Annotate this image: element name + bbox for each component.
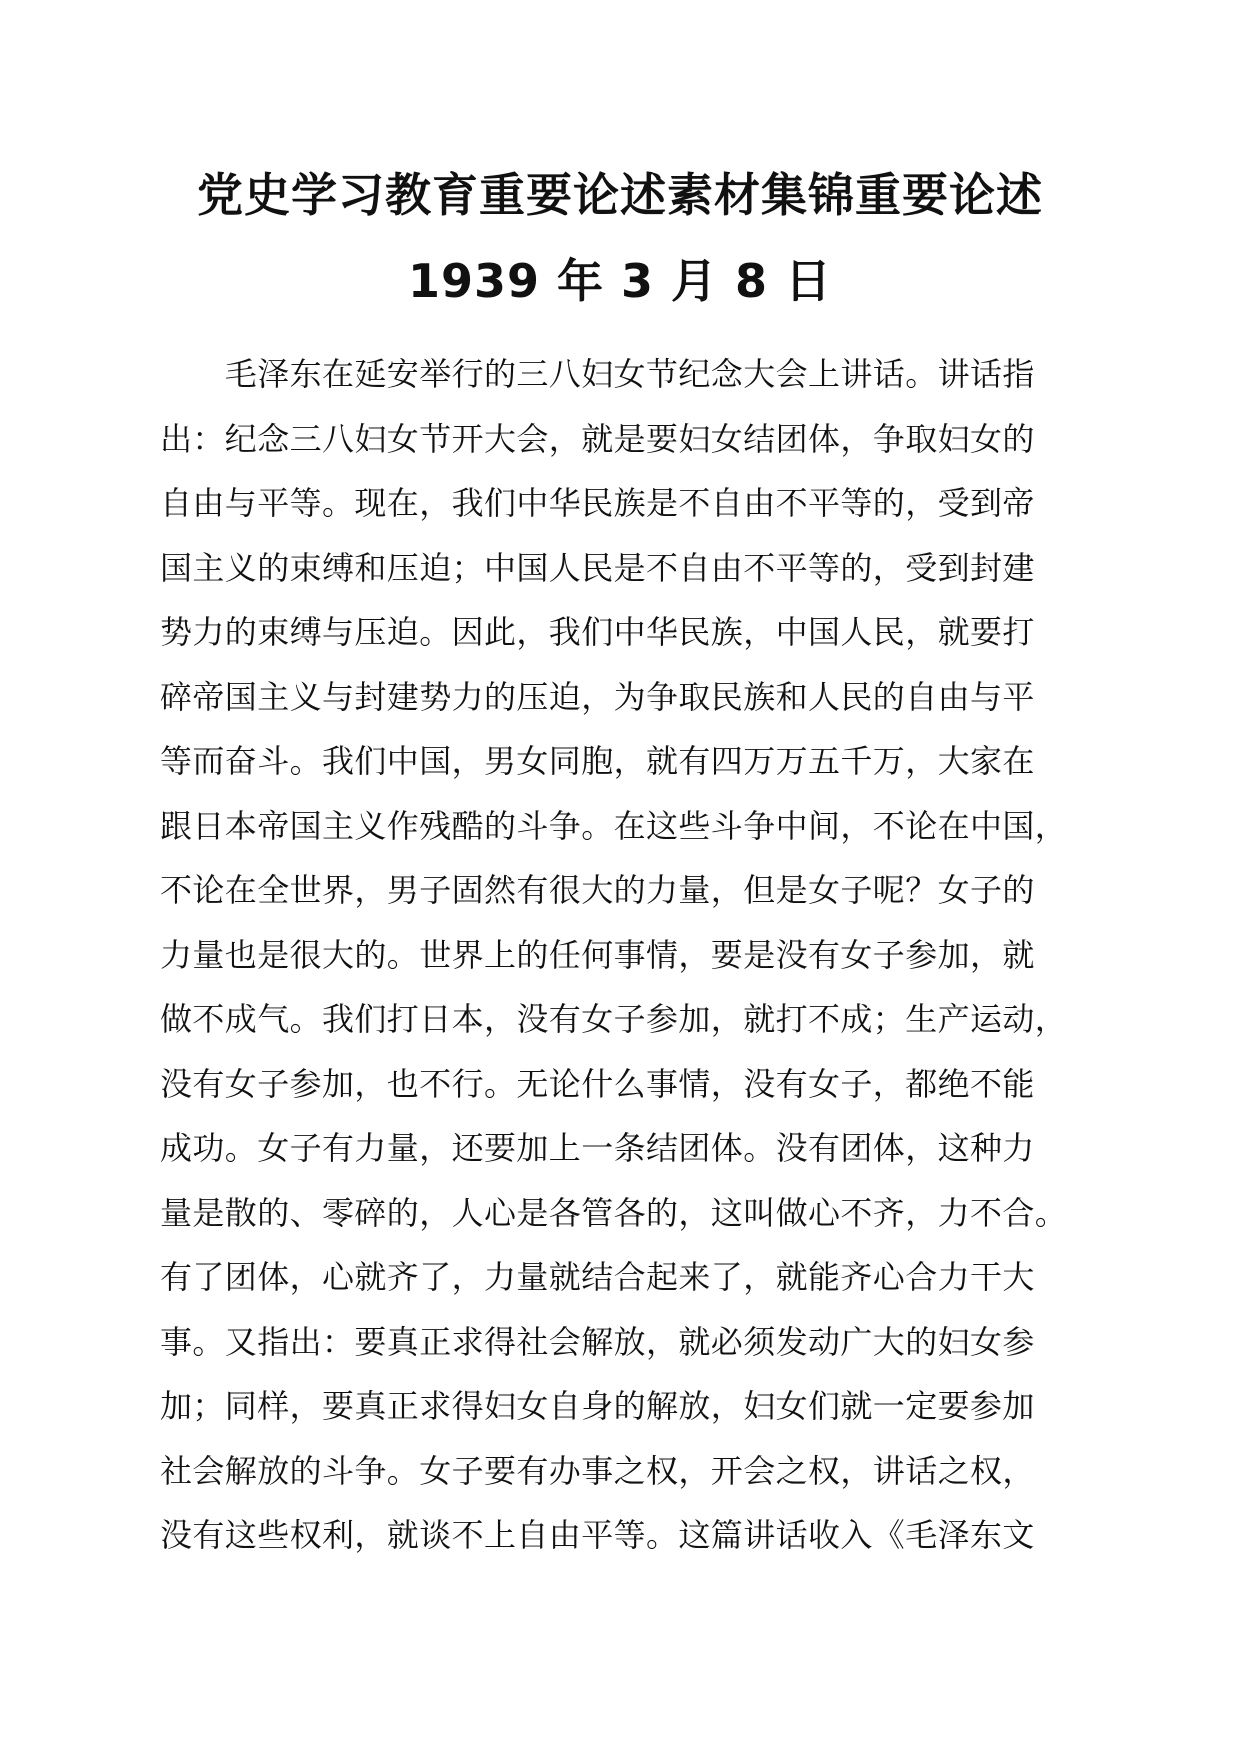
paragraph-line: 没有这些权利，就谈不上自由平等。这篇讲话收入《毛泽东文 [160, 1516, 1035, 1554]
paragraph-line: 加；同样，要真正求得妇女自身的解放，妇女们就一定要参加 [160, 1387, 1035, 1425]
paragraph-line: 国主义的束缚和压迫；中国人民是不自由不平等的，受到封建 [160, 548, 1035, 587]
paragraph-line: 力量也是很大的。世界上的任何事情，要是没有女子参加，就 [160, 935, 1035, 974]
paragraph-line: 自由与平等。现在，我们中华民族是不自由不平等的，受到帝 [160, 484, 1035, 522]
paragraph-line: 毛泽东在延安举行的三八妇女节纪念大会上讲话。讲话指 [160, 355, 1035, 393]
paragraph-line: 等而奋斗。我们中国，男女同胞，就有四万万五千万，大家在 [160, 742, 1035, 780]
paragraph-line: 碎帝国主义与封建势力的压迫，为争取民族和人民的自由与平 [160, 677, 1035, 716]
document-date-heading: 1939 年 3 月 8 日 [407, 254, 833, 308]
paragraph-line: 势力的束缚与压迫。因此，我们中华民族，中国人民，就要打 [160, 613, 1035, 651]
paragraph-line: 做不成气。我们打日本，没有女子参加，就打不成；生产运动， [160, 1000, 1068, 1038]
paragraph-line: 跟日本帝国主义作残酷的斗争。在这些斗争中间，不论在中国， [160, 806, 1068, 845]
paragraph-line: 不论在全世界，男子固然有很大的力量，但是女子呢？女子的 [160, 871, 1035, 909]
paragraph-line: 社会解放的斗争。女子要有办事之权，开会之权，讲话之权， [160, 1451, 1035, 1490]
paragraph-line: 事。又指出：要真正求得社会解放，就必须发动广大的妇女参 [160, 1322, 1035, 1361]
paragraph-line: 成功。女子有力量，还要加上一条结团体。没有团体，这种力 [160, 1129, 1035, 1167]
paragraph-line: 没有女子参加，也不行。无论什么事情，没有女子，都绝不能 [160, 1064, 1035, 1103]
document-title: 党史学习教育重要论述素材集锦重要论述 [197, 168, 1043, 222]
paragraph-line: 量是散的、零碎的，人心是各管各的，这叫做心不齐，力不合。 [160, 1193, 1068, 1232]
paragraph-line: 出：纪念三八妇女节开大会，就是要妇女结团体，争取妇女的 [160, 419, 1035, 458]
body-paragraph [160, 342, 1120, 1568]
paragraph-line: 有了团体，心就齐了，力量就结合起来了，就能齐心合力干大 [160, 1258, 1035, 1296]
